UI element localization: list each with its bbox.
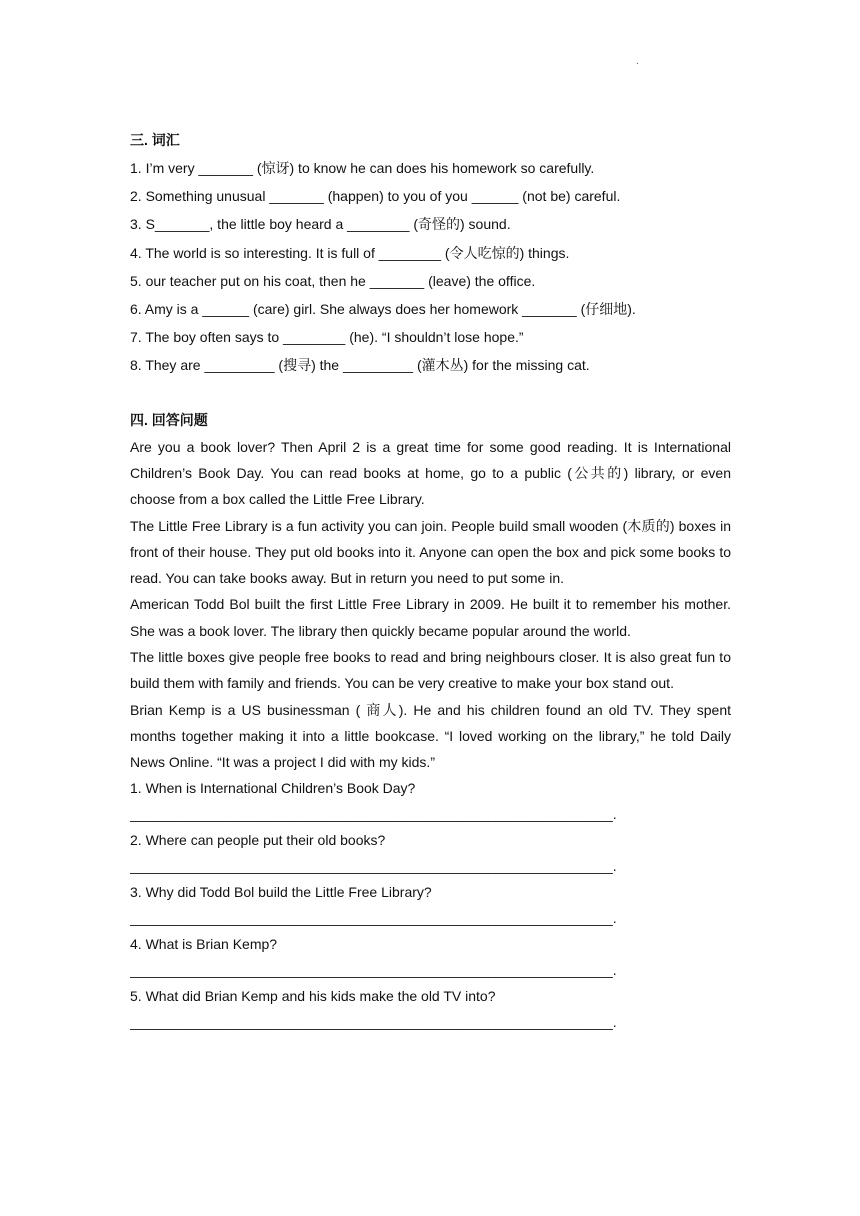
question-5: 5. What did Brian Kemp and his kids make the old TV into? — [130, 988, 496, 1005]
answer-line-4: ______________________________________________________________. — [130, 962, 617, 979]
passage-paragraph-3: American Todd Bol built the first Little Free Library in 2009. He built it to remember his mother. She was a book lover. The library then quickly became popular around the world. — [130, 596, 731, 639]
answer-line-2: ______________________________________________________________. — [130, 858, 617, 875]
passage-paragraph-4: The little boxes give people free books to read and bring neighbours closer. It is also great fun to build them with family and friends. You can be very creative to make your box stand out. — [130, 649, 731, 692]
answer-line-5: ______________________________________________________________. — [130, 1014, 617, 1031]
vocab-item-2: 2. Something unusual _______ (happen) to you of you ______ (not be) careful. — [130, 188, 621, 205]
answer-line-3: ______________________________________________________________. — [130, 910, 617, 927]
answer-line-1: ______________________________________________________________. — [130, 806, 617, 823]
vocab-item-8: 8. They are _________ (搜寻) the _________ (灌木丛) for the missing cat. — [130, 357, 590, 374]
reading-passage — [130, 434, 731, 776]
section-spacer — [130, 380, 731, 406]
page-mark: . — [636, 56, 639, 67]
worksheet-page — [130, 126, 731, 1035]
reading-section-title: 四. 回答问题 — [130, 411, 208, 428]
vocab-item-1: 1. I’m very _______ (惊讶) to know he can does his homework so carefully. — [130, 160, 595, 176]
question-2: 2. Where can people put their old books? — [130, 832, 386, 849]
vocab-item-5: 5. our teacher put on his coat, then he _______ (leave) the office. — [130, 272, 536, 289]
passage-paragraph-5: Brian Kemp is a US businessman ( 商人). He and his children found an old TV. They spent months together making it into a little bookcase. “I loved working on the library,” he told Daily News Online. “It was a project I did with my kids.” — [130, 701, 731, 771]
question-3: 3. Why did Todd Bol build the Little Free Library? — [130, 884, 432, 901]
passage-paragraph-1: Are you a book lover? Then April 2 is a great time for some good reading. It is International Children’s Book Day. You can read books at home, go to a public (公共的) library, or even choose from a box called the Little Free Library. — [130, 438, 731, 508]
vocab-item-4: 4. The world is so interesting. It is full of ________ (令人吃惊的) things. — [130, 244, 570, 261]
passage-paragraph-2: The Little Free Library is a fun activity you can join. People build small wooden (木质的) boxes in front of their house. They put old books into it. Anyone can open the box and pick some books to read. You can take books away. But in return you need to put some in. — [130, 517, 731, 587]
vocab-section-title: 三. 词汇 — [130, 132, 180, 148]
question-4: 4. What is Brian Kemp? — [130, 936, 278, 953]
vocab-item-6: 6. Amy is a ______ (care) girl. She always does her homework _______ (仔细地). — [130, 301, 636, 318]
question-1: 1. When is International Children’s Book Day? — [130, 780, 416, 797]
vocab-item-3: 3. S_______, the little boy heard a ________ (奇怪的) sound. — [130, 216, 511, 233]
vocab-item-7: 7. The boy often says to ________ (he). “I shouldn’t lose hope.” — [130, 329, 524, 346]
